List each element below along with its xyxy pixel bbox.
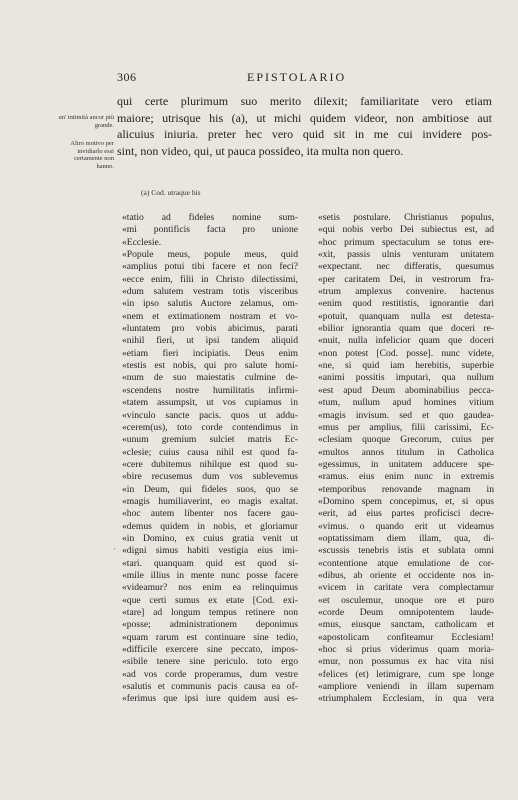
text-line: «in ipso salutis Auctore zelamus, om- [122,298,298,310]
text-line: «in Deum, qui fideles suos, quo se [122,483,298,495]
text-line: «ecce enim, filii in Christo dilectissimi, [122,273,298,285]
running-title: EPISTOLARIO [247,70,347,84]
text-line: «mile illius in mente nunc posse facere [122,569,298,581]
text-line: «clesie; cuius causa nihil est quod fa- [122,446,298,458]
right-column [318,212,494,706]
text-line: «etiam fieri incipiatis. Deus enim [122,347,298,359]
text-line: «trum amplexus convenire. hactenus [318,286,494,298]
text-line: «posse; administrationem deponimus [122,619,298,631]
text-line: qui certe plurimum suo merito dilexit; familiaritate vero etiam [117,94,492,108]
text-line: «per caritatem Dei, in vestrorum fra- [318,273,494,285]
text-line: «et osculemur, unoque ore et puro [318,594,494,606]
text-line: «videamur? nos enim ea relinquimus [122,582,298,594]
text-line: «potuit, quanquam nulla est detesta- [318,310,494,322]
text-line: «quam rarum est continuare sine tedio, [122,631,298,643]
text-line: «triumphalem Ecclesiam, in qua vera [318,693,494,705]
text-line: «mus, eiusque sanctam, catholicam et [318,619,494,631]
text-line: «in Domino, ex cuius gratia venit ut [122,532,298,544]
text-line: «Domino spem concepimus, et, si opus [318,495,494,507]
text-line: «tum, nullum apud homines vitium [318,397,494,409]
text-line: «tatio ad fideles nomine sum- [122,212,298,223]
text-line: «cere dubitemus nihilque est quod su- [122,458,298,470]
text-line: alicuius iniuria. preter hec vero quid sit in me cui invidere pos- [117,127,492,141]
text-line: «num de suo maiestatis culmine de- [122,372,298,384]
text-line: «erit, ad eius partes proficisci decre- [318,508,494,520]
text-line: «ad vos corde properamus, dum vestre [122,668,298,680]
text-line: «luntatem pro vobis abicimus, parati [122,323,298,335]
text-line: «nihil fieri, ut ipsi tandem aliquid [122,335,298,347]
text-line: «sibile tenere sine periculo. toto ergo [122,656,298,668]
text-line: «vimus. o quando erit ut videamus [318,520,494,532]
text-line: «nem et extimationem nostram et vo- [122,310,298,322]
text-line: «xit, passis ulnis venturam unitatem [318,249,494,261]
text-line: «mus per amplius, filii carissimi, Ec- [318,421,494,433]
text-line: «ampliore veniendi in illam supernam [318,681,494,693]
text-line: «mi pontificis facta pro unione [122,224,298,236]
text-line: «tari. quanquam quid est quod si- [122,557,298,569]
text-line: maiore; utrisque his (a), ut michi quidem videor, non ambitiose aut [117,110,492,125]
text-line: «optatissimam diem illam, qua, di- [318,532,494,544]
text-line: «enim quod restitistis, ignorantie dari [318,298,494,310]
text-line: «apostolicam confiteamur Ecclesiam! [318,631,494,643]
text-line: «bire recusemus dum vos sublevemus [122,471,298,483]
text-line: «salutis et communis pacis causa ea of- [122,681,298,693]
margin-mark: ' [114,547,116,555]
text-line: «vinculo sancte pacis. quos ut addu- [122,409,298,421]
running-head [117,70,487,86]
text-line: «tare] ad longum tempus retinere non [122,607,298,618]
text-line: «magis invisum. sed et quo gaudea- [318,409,494,421]
text-line: «Ecclesie. [122,236,162,248]
text-line: «magis humiliaverint, eo magis exaltat. [122,495,298,507]
text-line: «Popule meus, popule meus, quid [122,249,298,261]
text-line: «nuit, nulla infelicior quam que doceri [318,335,494,347]
text-line: «felices (et) letimigrare, cum spe longe [318,668,494,680]
text-line: «scendens nostre humilitatis infirmi- [122,384,298,396]
left-column [122,212,298,706]
footnote: (a) Cod. utraque his [141,188,201,197]
text-line: «expectant. nec differatis, quesumus [318,261,494,273]
text-line: «corde Deum omnipotentem laude- [318,607,494,618]
text-line: «qui nobis verbo Dei subiectus est, ad [318,224,494,236]
text-line: «vicem in caritate vera complectamur [318,582,494,594]
text-line: «amplius potui tibi facere et non feci? [122,261,298,273]
text-line: «est apud Deum abominabilius pecca- [318,384,494,396]
text-line: «scussis tenebris istis et sublata omni [318,545,494,557]
text-line: «dibus, ab oriente et occidente nos in- [318,569,494,581]
text-line: sint, non video, qui, ut pauca possideo, ita multa non quero. [117,143,404,158]
text-line: «hoc primum spectaculum se totus ere- [318,236,494,248]
text-line: «contentione atque emulatione de cor- [318,557,494,569]
text-line: «testis est nobis, qui pro salute homi- [122,360,298,372]
text-line: «cerem(us), toto corde contendimus in [122,421,298,433]
text-line: «multos annos titulum in Catholica [318,446,494,458]
text-line: «gessimus, in unitatem adducere spe- [318,458,494,470]
text-line: «ramus. eius enim nunc in extremis [318,471,494,483]
text-line: «unum gremium sulciet matris Ec- [122,434,298,446]
text-line: «animi possitis imputari, qua nullum [318,372,494,384]
text-line: «difficile exercere sine peccato, impos- [122,644,298,656]
sidenote: Altro motivo per invidiarlo essi certamente non hanno. [70,140,114,170]
text-line: «mur, non possumus ex hac vita nisi [318,656,494,668]
text-line: «setis postulare. Christianus populus, [318,212,494,223]
text-line: «dum salutem vestram totis visceribus [122,286,298,298]
main-text [117,93,492,159]
text-line: «clesiam quoque Grecorum, cuius per [318,434,494,446]
text-line: «ferimus que ipsi iure quidem ausi es- [122,693,298,705]
page-number: 306 [117,70,137,84]
text-line: «non potest [Cod. posse]. nunc videte, [318,347,494,359]
text-line: «tatem assumpsit, ut vos cupiamus in [122,397,298,409]
text-line: «que certi sumus ex etate [Cod. exi- [122,594,298,606]
text-line: «hoc autem libenter nos facere gau- [122,508,298,520]
text-line: «digni simus habiti vestigia eius imi- [122,545,298,557]
sidenote: un' intimità ancor più grande. [58,114,114,129]
text-line: «temporibus renovande magnam in [318,483,494,495]
text-line: «ne, si quid iam herebitis, superbie [318,360,494,372]
text-line: «hoc si prius viderimus quam moria- [318,644,494,656]
text-line: «bilior ignorantia quam que doceri re- [318,323,494,335]
text-line: «demus quidem in nobis, et gloriamur [122,520,298,532]
